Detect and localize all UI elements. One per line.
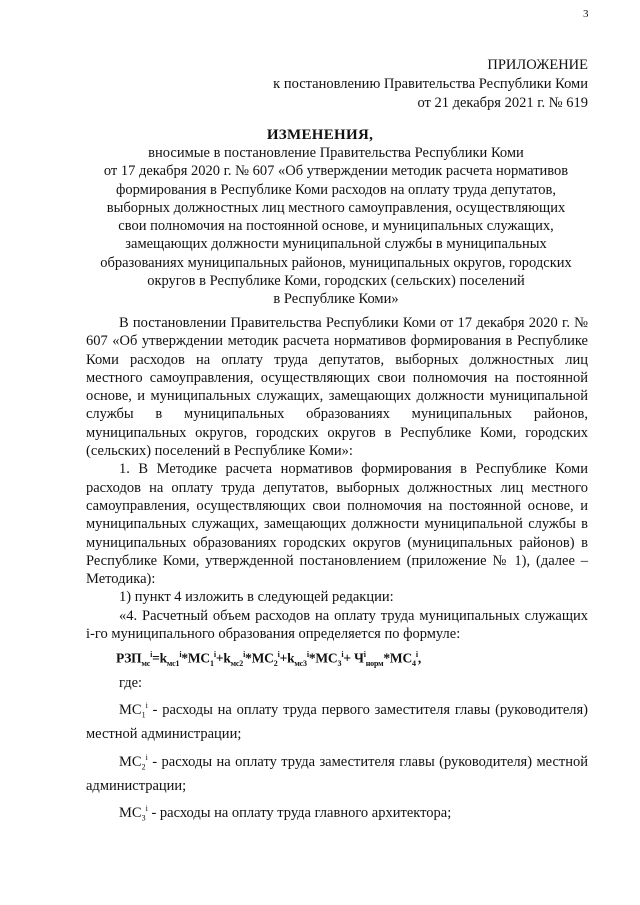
formula-sup: i	[179, 650, 182, 659]
formula-sub: 3	[337, 659, 342, 669]
formula-sup: i	[243, 650, 246, 659]
formula-term: +k	[215, 650, 231, 666]
formula-term: =k	[152, 650, 167, 666]
formula-sub: 2	[273, 659, 278, 669]
formula-term: *МС	[181, 650, 210, 666]
definition-text: - расходы на оплату труда первого заместителя главы (руководителя) местной администрации;	[86, 702, 588, 743]
appendix-title: ПРИЛОЖЕНИЕ	[487, 57, 588, 73]
subtitle-line: образованиях муниципальных районов, муниципальных округов, городских	[100, 254, 572, 271]
item-1-paragraph: 1. В Методике расчета нормативов формирования в Республике Коми расходов на оплату труда депутатов, выборных должностных лиц местного самоуправления, осуществляющих свои полномочия на постоянной основе, и муниципальных служащих, замещающих должности муниципальной службы в муниципальных образованиях городских округов (муниципальных районов) в Республике Коми, утвержденной постановлением (приложение № 1), (далее – Методика):	[86, 461, 588, 588]
definition-text: - расходы на оплату труда главного архитектора;	[147, 804, 452, 821]
definition-text: - расходы на оплату труда заместителя главы (руководителя) местной администрации;	[86, 753, 588, 794]
definition-mc3	[86, 800, 588, 828]
subtitle-line: округов в Республике Коми, городских (сельских) поселений	[147, 273, 525, 290]
subtitle-line: свои полномочия на постоянной основе, и муниципальных служащих,	[118, 218, 554, 235]
formula-sub: мс1	[166, 659, 180, 669]
formula-sub: мс3	[294, 659, 307, 669]
formula-sup: i	[277, 650, 280, 659]
definitions-section	[86, 674, 588, 828]
document-body	[86, 314, 588, 643]
definition-mc1	[86, 697, 588, 743]
definition-symbol: МС	[119, 753, 142, 770]
formula-term: *МС	[383, 650, 413, 666]
definition-sup: i	[145, 752, 148, 762]
definition-sub: 3	[141, 813, 146, 823]
formula-sup: i	[341, 650, 344, 659]
definition-sub: 2	[141, 762, 146, 772]
formula-term: + Ч	[343, 650, 364, 666]
formula-end: ,	[417, 650, 422, 666]
formula-sub: мс2	[230, 659, 244, 669]
formula-sup: i	[213, 650, 216, 659]
subtitle-line: замещающих должности муниципальной службы в муниципальных	[125, 236, 547, 253]
formula-sup: i	[150, 650, 153, 659]
formula-lhs: РЗП	[116, 650, 142, 666]
formula-sub: мс	[141, 659, 151, 669]
appendix-header	[168, 56, 588, 113]
document-subtitle	[86, 144, 586, 309]
formula-term: *МС	[308, 650, 338, 666]
intro-paragraph: В постановлении Правительства Республики Коми от 17 декабря 2020 г. № 607 «Об утверждении методик расчета нормативов формирования в Республике Коми расходов на оплату труда депутатов, выборных должностных лиц местного самоуправления, осуществляющих свои полномочия на постоянной основе, и муниципальных служащих, замещающих должности муниципальной службы в муниципальных образованиях муниципальных районов, муниципальных округов, городских округов в Республике Коми, городских (сельских) поселений в Республике Коми»:	[86, 315, 588, 460]
subtitle-line: вносимые в постановление Правительства Республики Коми	[148, 145, 524, 161]
formula-sup: i	[363, 650, 366, 659]
subtitle-line: в Республике Коми»	[273, 291, 399, 308]
formula-term: *МС	[245, 650, 274, 666]
definition-symbol: МС	[119, 804, 142, 821]
definition-mc2	[86, 749, 588, 795]
point-4-paragraph: «4. Расчетный объем расходов на оплату труда муниципальных служащих i-го муниципального образования определяется по формуле:	[86, 607, 588, 643]
subitem-1-paragraph: 1) пункт 4 изложить в следующей редакции:	[119, 589, 394, 606]
formula-sub: норм	[365, 659, 384, 669]
appendix-date-line: от 21 декабря 2021 г. № 619	[417, 95, 588, 111]
document-title: ИЗМЕНЕНИЯ,	[266, 127, 374, 143]
subtitle-line: формирования в Республике Коми расходов на оплату труда депутатов,	[116, 181, 556, 198]
subtitle-line: выборных должностных лиц местного самоуправления, осуществляющих	[106, 199, 566, 216]
appendix-resolution-line: к постановлению Правительства Республики Коми	[273, 76, 588, 92]
formula-sub: 4	[412, 659, 416, 669]
where-label: где:	[119, 675, 143, 691]
formula-term: +k	[279, 650, 295, 666]
formula-sup: i	[415, 650, 418, 659]
definition-symbol: МС	[119, 702, 142, 719]
formula-sub: 1	[210, 659, 214, 669]
formula-sup: i	[306, 650, 309, 659]
definition-sub: 1	[141, 711, 146, 721]
page-number: 3	[583, 8, 589, 20]
definition-sup: i	[145, 701, 148, 711]
formula	[116, 650, 421, 668]
subtitle-line: от 17 декабря 2020 г. № 607 «Об утверждении методик расчета нормативов	[103, 163, 569, 180]
definition-sup: i	[145, 803, 148, 813]
